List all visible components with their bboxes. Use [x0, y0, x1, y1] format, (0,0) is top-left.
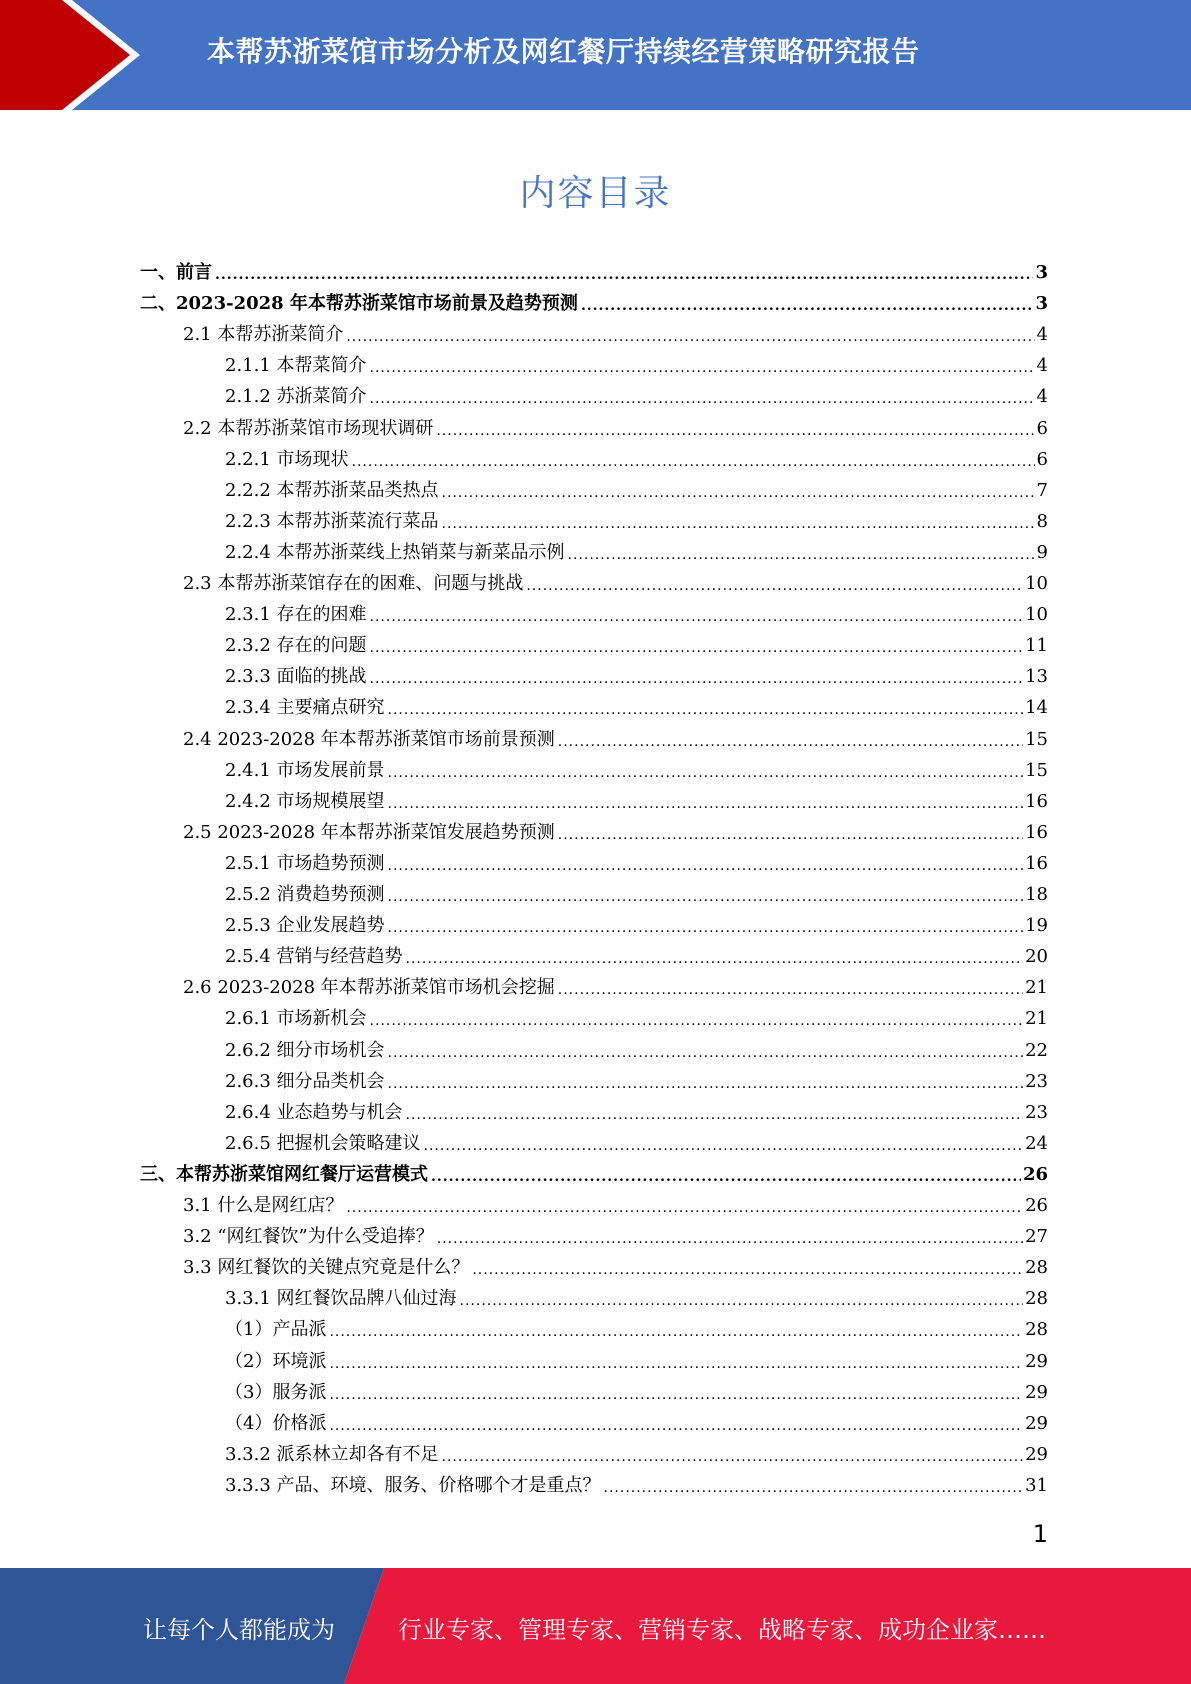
- toc-dot-leader: [370, 604, 1024, 626]
- toc-dot-leader: [568, 542, 1035, 564]
- toc-entry[interactable]: [183, 813, 1048, 844]
- toc-entry-page: 18: [1025, 884, 1048, 905]
- toc-entry[interactable]: [225, 875, 1048, 906]
- page-number: 1: [1032, 1520, 1048, 1548]
- toc-entry-page: 26: [1022, 1163, 1048, 1185]
- toc-dot-leader: [215, 262, 1033, 284]
- footer-band: [0, 1568, 1191, 1684]
- toc-entry[interactable]: [225, 440, 1048, 471]
- toc-entry[interactable]: [225, 1279, 1048, 1310]
- toc-entry[interactable]: [225, 533, 1048, 564]
- toc-entry[interactable]: [140, 1155, 1048, 1186]
- toc-entry[interactable]: [225, 1093, 1048, 1124]
- toc-entry-page: 15: [1025, 759, 1048, 781]
- toc-entry-page: 7: [1036, 479, 1048, 501]
- toc-entry-page: 29: [1025, 1350, 1048, 1372]
- toc-dot-leader: [431, 1164, 1021, 1186]
- toc-dot-leader: [604, 1475, 1024, 1497]
- toc-dot-leader: [370, 1008, 1024, 1030]
- toc-entry-page: 10: [1025, 573, 1048, 594]
- toc-dot-leader: [329, 1382, 1023, 1404]
- toc-entry-label: 2.4 2023-2028 年本帮苏浙菜馆市场前景预测: [183, 728, 555, 750]
- toc-entry[interactable]: [225, 1062, 1048, 1093]
- toc-entry-page: 26: [1025, 1195, 1048, 1216]
- toc-dot-leader: [406, 1102, 1024, 1124]
- toc-entry-page: 21: [1025, 1008, 1048, 1030]
- toc-entry-label: 2.6.5 把握机会策略建议: [225, 1132, 421, 1154]
- toc-entry-label: 2.3.3 面临的挑战: [225, 666, 367, 688]
- footer-slogan-right: 行业专家、管理专家、营销专家、战略专家、成功企业家……: [398, 1616, 1046, 1644]
- footer-slogan-left: 让每个人都能成为: [143, 1616, 335, 1644]
- toc-dot-leader: [388, 791, 1024, 813]
- toc-entry-page: 11: [1025, 635, 1048, 657]
- toc-entry-label: 3.3.2 派系林立却各有不足: [225, 1443, 439, 1465]
- toc-dot-leader: [352, 449, 1035, 471]
- toc-entry[interactable]: [225, 657, 1048, 688]
- toc-entry-label: 三、本帮苏浙菜馆网红餐厅运营模式: [140, 1163, 428, 1185]
- toc-entry-page: 29: [1025, 1412, 1048, 1434]
- toc-dot-leader: [370, 355, 1035, 377]
- toc-entry-label: 3.1 什么是网红店？: [183, 1195, 344, 1216]
- toc-entry-label: 2.5.4 营销与经营趋势: [225, 946, 403, 968]
- toc-entry-page: 13: [1025, 666, 1048, 688]
- toc-dot-leader: [442, 1444, 1024, 1466]
- toc-entry-label: 2.2.1 市场现状: [225, 448, 349, 470]
- toc-entry[interactable]: [183, 1186, 1048, 1217]
- toc-dot-leader: [346, 324, 1034, 346]
- toc-dot-leader: [370, 635, 1024, 657]
- toc-entry-label: 2.2.4 本帮苏浙菜线上热销菜与新菜品示例: [225, 541, 565, 563]
- toc-entry[interactable]: [225, 937, 1048, 968]
- toc-entry-label: 2.1.1 本帮菜简介: [225, 355, 367, 377]
- toc-entry[interactable]: [225, 906, 1048, 937]
- toc-entry-label: 2.3.2 存在的问题: [225, 635, 367, 657]
- toc-entry[interactable]: [183, 409, 1048, 440]
- toc-entry[interactable]: [225, 999, 1048, 1030]
- toc-entry[interactable]: [225, 1435, 1048, 1466]
- toc-entry[interactable]: [225, 1373, 1048, 1404]
- toc-entry-page: 22: [1025, 1039, 1048, 1061]
- toc-entry-page: 23: [1025, 1101, 1048, 1123]
- toc-entry[interactable]: [225, 844, 1048, 875]
- toc-entry-label: 2.5.2 消费趋势预测: [225, 884, 385, 905]
- toc-entry-page: 9: [1036, 541, 1048, 563]
- toc-dot-leader: [472, 1257, 1023, 1279]
- toc-entry-label: 2.6.1 市场新机会: [225, 1008, 367, 1030]
- toc-entry-page: 10: [1025, 604, 1048, 626]
- toc-entry-label: 2.6.2 细分市场机会: [225, 1039, 385, 1061]
- toc-entry-label: 2.6.3 细分品类机会: [225, 1070, 385, 1092]
- toc-dot-leader: [442, 480, 1035, 502]
- toc-dot-leader: [581, 293, 1034, 315]
- toc-entry[interactable]: [225, 1124, 1048, 1155]
- toc-entry[interactable]: [225, 1342, 1048, 1373]
- toc-entry-page: 4: [1036, 324, 1048, 346]
- toc-entry-page: 19: [1025, 915, 1048, 937]
- toc-entry-label: 3.3.1 网红餐饮品牌八仙过海: [225, 1288, 457, 1310]
- toc-entry-page: 27: [1025, 1226, 1048, 1248]
- toc-entry-page: 8: [1036, 510, 1048, 532]
- toc-entry-page: 29: [1025, 1443, 1048, 1465]
- toc-entry[interactable]: [183, 1217, 1048, 1248]
- toc-entry-label: 2.3.1 存在的困难: [225, 604, 367, 626]
- toc-entry-label: 2.5.3 企业发展趋势: [225, 915, 385, 937]
- toc-entry[interactable]: [140, 284, 1048, 315]
- toc-dot-leader: [388, 697, 1024, 719]
- toc-dot-leader: [558, 729, 1023, 751]
- toc-entry-page: 31: [1025, 1474, 1048, 1496]
- toc-dot-leader: [526, 573, 1023, 595]
- toc-entry-label: 二、2023-2028 年本帮苏浙菜馆市场前景及趋势预测: [140, 293, 578, 315]
- toc-entry[interactable]: [225, 377, 1048, 408]
- toc-entry-page: 29: [1025, 1381, 1048, 1403]
- header-band: [0, 0, 1191, 110]
- toc-entry[interactable]: [225, 626, 1048, 657]
- toc-entry[interactable]: [183, 968, 1048, 999]
- toc-entry[interactable]: [225, 502, 1048, 533]
- toc-entry-label: 2.4.2 市场规模展望: [225, 790, 385, 812]
- toc-entry[interactable]: [140, 253, 1048, 284]
- toc-entry-label: 2.6.4 业态趋势与机会: [225, 1101, 403, 1123]
- toc-entry-label: （2）环境派: [225, 1350, 327, 1372]
- toc-dot-leader: [406, 946, 1024, 968]
- toc-entry[interactable]: [225, 1404, 1048, 1435]
- toc-dot-leader: [436, 418, 1034, 440]
- toc-entry-page: 28: [1025, 1257, 1048, 1279]
- toc-entry-label: 2.3 本帮苏浙菜馆存在的困难、问题与挑战: [183, 573, 524, 594]
- toc-entry-label: 2.3.4 主要痛点研究: [225, 697, 385, 719]
- toc-entry-label: 2.5 2023-2028 年本帮苏浙菜馆发展趋势预测: [183, 821, 555, 843]
- toc-entry[interactable]: [183, 315, 1048, 346]
- toc-dot-leader: [424, 1133, 1024, 1155]
- toc-dot-leader: [329, 1351, 1023, 1373]
- toc-entry-page: 4: [1036, 355, 1048, 377]
- toc-entry-page: 6: [1036, 448, 1048, 470]
- toc-entry[interactable]: [225, 1466, 1048, 1497]
- toc-dot-leader: [388, 853, 1024, 875]
- toc-entry-label: 2.5.1 市场趋势预测: [225, 852, 385, 874]
- toc-dot-leader: [346, 1195, 1023, 1217]
- toc-entry-label: 3.3.3 产品、环境、服务、价格哪个才是重点？: [225, 1474, 601, 1496]
- toc-entry-page: 28: [1025, 1288, 1048, 1310]
- toc-dot-leader: [329, 1413, 1023, 1435]
- toc-entry[interactable]: [225, 1310, 1048, 1341]
- toc-entry-page: 16: [1025, 821, 1048, 843]
- toc-dot-leader: [442, 511, 1035, 533]
- toc-entry-label: 2.6 2023-2028 年本帮苏浙菜馆市场机会挖掘: [183, 977, 555, 999]
- toc-entry-page: 23: [1025, 1070, 1048, 1092]
- toc-dot-leader: [370, 386, 1035, 408]
- report-title: 本帮苏浙菜馆市场分析及网红餐厅持续经营策略研究报告: [207, 35, 920, 68]
- header-arrow-decoration: [0, 0, 150, 110]
- toc-dot-leader: [388, 1071, 1024, 1093]
- toc-entry-label: （1）产品派: [225, 1319, 327, 1341]
- toc-entry-page: 28: [1025, 1319, 1048, 1341]
- toc-entry[interactable]: [183, 720, 1048, 751]
- toc-entry-page: 16: [1025, 852, 1048, 874]
- toc-dot-leader: [388, 915, 1024, 937]
- toc-entry-label: （4）价格派: [225, 1412, 327, 1434]
- toc-dot-leader: [558, 977, 1023, 999]
- toc-entry-label: 2.2.3 本帮苏浙菜流行菜品: [225, 510, 439, 532]
- toc-entry-page: 4: [1036, 386, 1048, 408]
- toc-entry-label: 2.2 本帮苏浙菜馆市场现状调研: [183, 417, 434, 439]
- toc-entry[interactable]: [225, 1031, 1048, 1062]
- toc-entry-page: 24: [1025, 1132, 1048, 1154]
- toc-dot-leader: [388, 884, 1024, 906]
- toc-entry[interactable]: [225, 471, 1048, 502]
- toc-entry-label: 3.3 网红餐饮的关键点究竟是什么？: [183, 1257, 470, 1279]
- toc-entry-page: 6: [1036, 417, 1048, 439]
- toc-entry[interactable]: [225, 595, 1048, 626]
- toc-entry-label: 2.1.2 苏浙菜简介: [225, 386, 367, 408]
- toc-entry[interactable]: [225, 688, 1048, 719]
- toc-entry[interactable]: [225, 782, 1048, 813]
- toc-dot-leader: [558, 822, 1023, 844]
- toc-entry[interactable]: [183, 1248, 1048, 1279]
- toc-entry[interactable]: [225, 346, 1048, 377]
- toc-entry-label: 3.2 “网红餐饮”为什么受追捧？: [183, 1226, 434, 1248]
- toc-entry[interactable]: [225, 751, 1048, 782]
- toc-entry-page: 20: [1025, 946, 1048, 968]
- toc-dot-leader: [460, 1288, 1024, 1310]
- toc-entry-page: 15: [1025, 728, 1048, 750]
- toc-dot-leader: [370, 666, 1024, 688]
- toc-entry-page: 21: [1025, 977, 1048, 999]
- toc-entry-page: 16: [1025, 790, 1048, 812]
- toc-dot-leader: [388, 760, 1024, 782]
- toc-entry-label: 2.1 本帮苏浙菜简介: [183, 324, 344, 346]
- toc-entry[interactable]: [183, 564, 1048, 595]
- toc-entry-page: 14: [1025, 697, 1048, 719]
- toc-entry-label: 2.4.1 市场发展前景: [225, 759, 385, 781]
- toc-dot-leader: [437, 1226, 1023, 1248]
- toc-dot-leader: [329, 1319, 1023, 1341]
- toc-entry-label: （3）服务派: [225, 1381, 327, 1403]
- toc-dot-leader: [388, 1040, 1024, 1062]
- toc-entry-page: 3: [1035, 262, 1048, 283]
- toc-entry-label: 2.2.2 本帮苏浙菜品类热点: [225, 479, 439, 501]
- toc-title: 内容目录: [519, 173, 672, 214]
- toc-entry-page: 3: [1035, 293, 1048, 315]
- toc-entry-label: 一、前言: [140, 262, 212, 283]
